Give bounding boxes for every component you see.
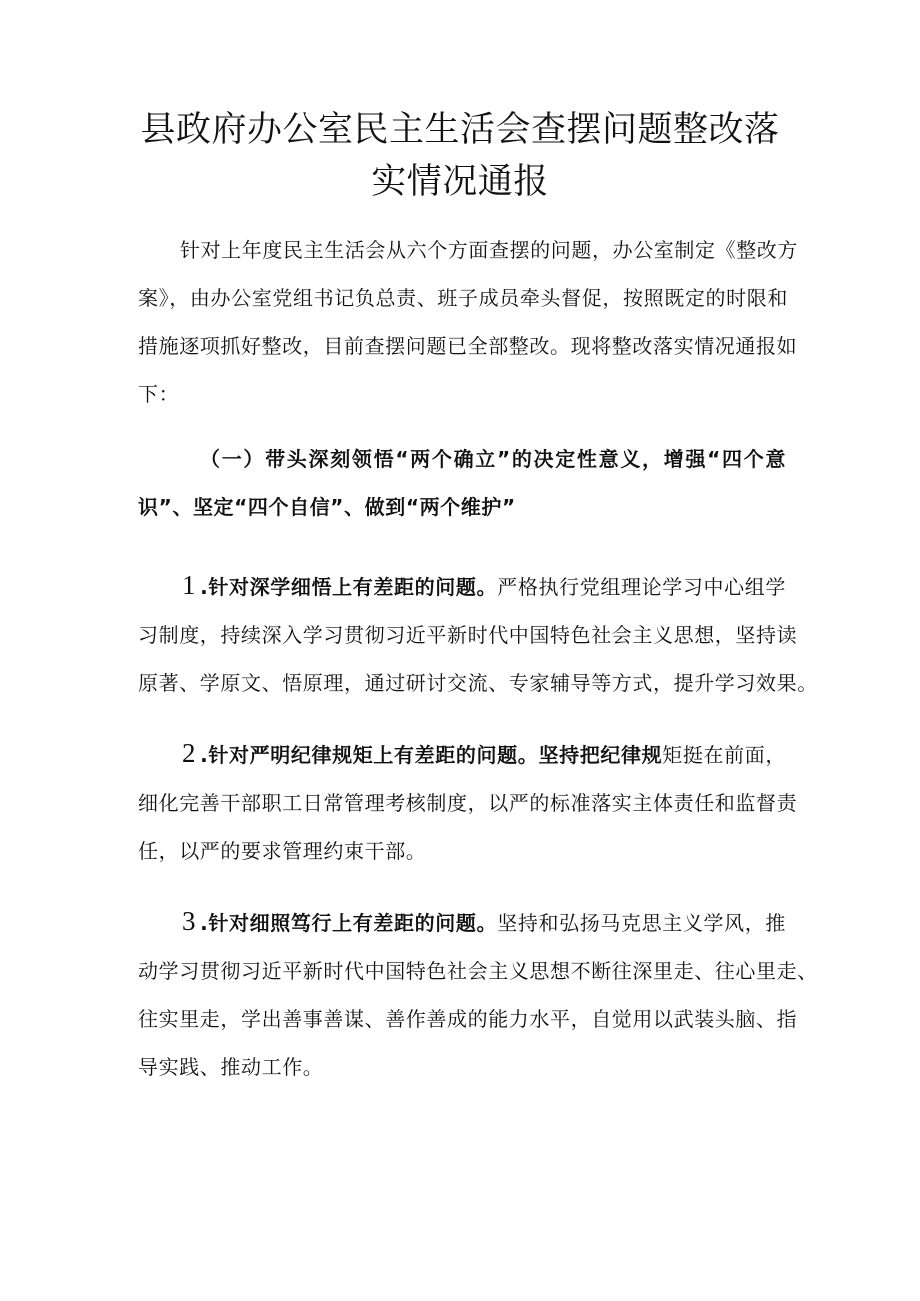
item-1-number: 1 — [182, 570, 197, 600]
intro-line: 针对上年度民主生活会从六个方面查摆的问题，办公室制定《整改方 — [180, 238, 798, 262]
item-3-line: 动学习贯彻习近平新时代中国特色社会主义思想不断往深里走、往心里走、 — [138, 959, 818, 983]
document-title-line-2: 实情况通报 — [371, 162, 549, 202]
intro-line: 措施逐项抓好整改，目前查摆问题已全部整改。现将整改落实情况通报如 — [138, 334, 798, 358]
item-2-number: 2 — [182, 738, 197, 768]
item-2-text: 矩挺在前面， — [662, 743, 786, 767]
intro-line: 下： — [138, 382, 180, 406]
item-3-line: 导实践、推动工作。 — [138, 1055, 324, 1079]
document-title-line-1: 县政府办公室民主生活会查摆问题整改落 — [140, 110, 780, 150]
item-3-text: 坚持和弘扬马克思主义学风，推 — [497, 911, 786, 935]
item-3-lead: .针对细照笃行上有差距的问题。 — [200, 911, 498, 935]
item-1-text: 严格执行党组理论学习中心组学 — [497, 575, 786, 599]
item-3-line: 往实里走，学出善事善谋、善作善成的能力水平，自觉用以武装头脑、指 — [138, 1007, 798, 1031]
item-2-line: 任，以严的要求管理约束干部。 — [138, 839, 427, 863]
item-1-line: 原著、学原文、悟原理，通过研讨交流、专家辅导等方式，提升学习效果。 — [138, 671, 818, 695]
item-2-first-line — [182, 738, 786, 770]
item-2-line: 细化完善干部职工日常管理考核制度，以严的标准落实主体责任和监督责 — [138, 791, 798, 815]
item-1-lead: .针对深学细悟上有差距的问题。 — [200, 575, 498, 599]
section-heading-line: 识”、坚定“四个自信”、做到“两个维护” — [138, 495, 516, 519]
item-1-first-line — [182, 570, 786, 602]
intro-line: 案》，由办公室党组书记负总责、班子成员牵头督促，按照既定的时限和 — [138, 286, 788, 310]
item-2-lead: .针对严明纪律规矩上有差距的问题。坚持把纪律规 — [200, 743, 663, 767]
item-3-first-line — [182, 906, 786, 938]
item-3-number: 3 — [182, 906, 197, 936]
item-1-line: 习制度，持续深入学习贯彻习近平新时代中国特色社会主义思想，坚持读 — [138, 623, 798, 647]
section-heading-line: （一）带头深刻领悟“两个确立”的决定性意义，增强“四个意 — [200, 447, 786, 471]
